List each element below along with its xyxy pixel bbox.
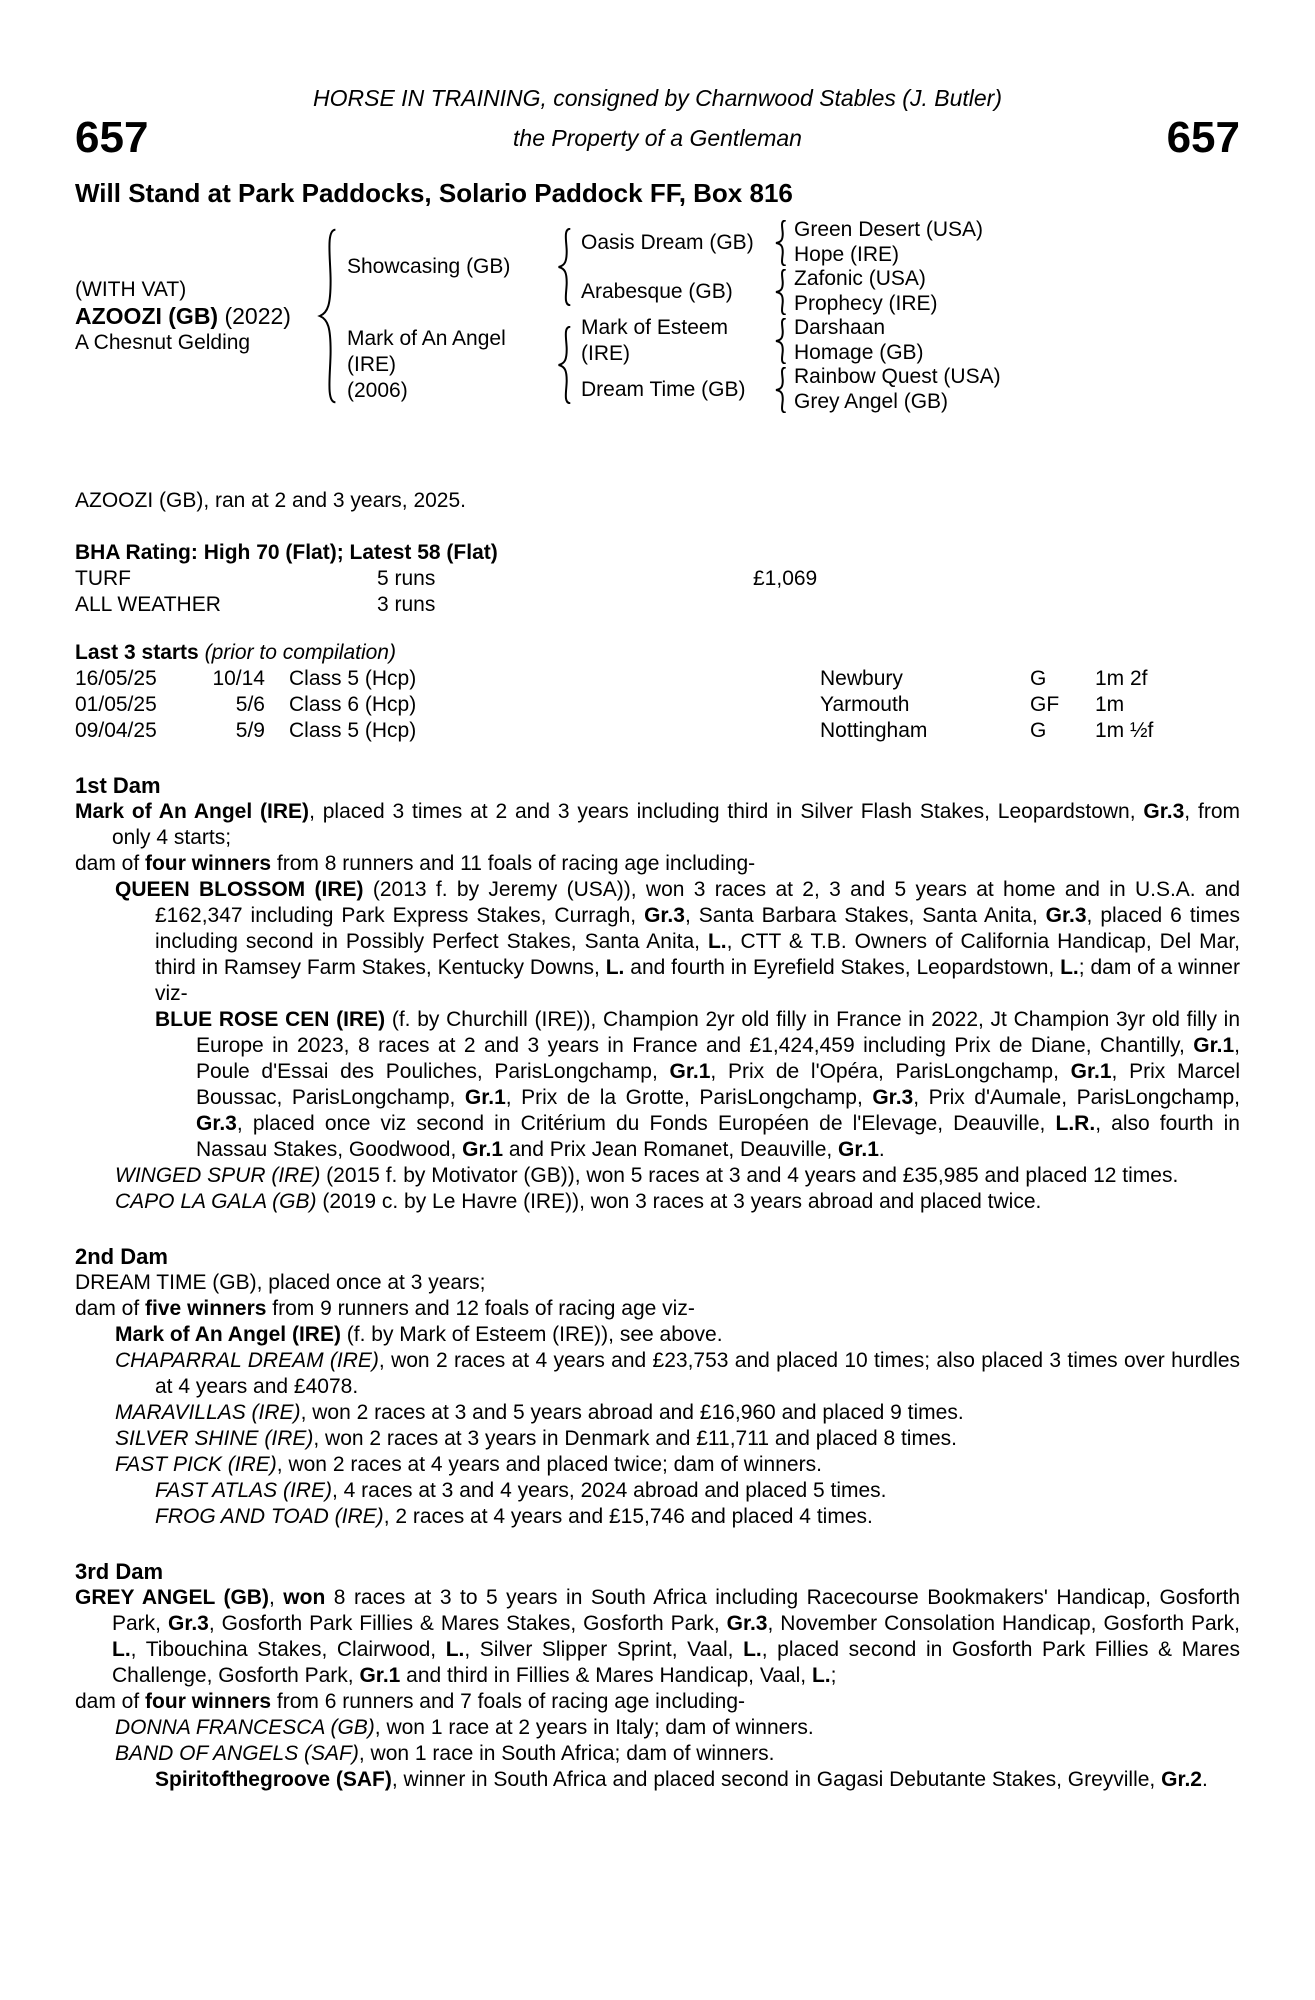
text-segment: , Santa Barbara Stakes, Santa Anita, [684, 904, 1046, 927]
granddam-row [573, 267, 983, 316]
lot-number-left: 657 [75, 113, 149, 162]
start-class: Class 5 (Hcp) [289, 719, 417, 742]
great-grandparents [788, 365, 1001, 414]
surface-label: TURF [75, 567, 131, 590]
earnings-value [753, 592, 1240, 618]
pedigree-paragraph [75, 1504, 1240, 1530]
race-summary: AZOOZI (GB), ran at 2 and 3 years, 2025. [75, 489, 467, 512]
dam-grandparents [573, 316, 1001, 414]
text-segment: , Prix de l'Opéra, ParisLongchamp, [710, 1060, 1071, 1083]
pedigree-paragraph [75, 1270, 1240, 1296]
text-segment: CAPO LA GALA (GB) [115, 1190, 317, 1213]
text-segment: QUEEN BLOSSOM (IRE) [115, 878, 364, 901]
text-segment: DREAM TIME (GB), placed once at 3 years; [75, 1271, 486, 1294]
start-position: 5/6 [235, 693, 265, 716]
start-course: Newbury [820, 667, 903, 690]
start-row [75, 692, 1240, 718]
grandparent-name: Oasis Dream (GB) [581, 230, 754, 254]
horse-year: (2022) [218, 302, 291, 329]
text-segment: , won 1 race in South Africa; dam of winners. [358, 1742, 775, 1765]
text-segment: , 4 races at 3 and 4 years, 2024 abroad and placed 5 times. [331, 1479, 887, 1502]
text-segment: , Prix Marcel Boussac, ParisLongchamp, [196, 1060, 1240, 1109]
text-segment: , Poule d'Essai des Pouliches, ParisLongchamp, [196, 1034, 1240, 1083]
great-grandparents [788, 218, 983, 267]
start-position: 5/9 [235, 719, 265, 742]
text-segment: , won 2 races at 4 years and £23,753 and placed 10 times; also placed 3 times over hurdles at 4 years and £4078. [155, 1349, 1240, 1398]
text-segment: and fourth in Eyrefield Stakes, Leopardstown, [624, 956, 1061, 979]
dam-year: (2006) [347, 379, 408, 402]
text-segment: Gr.1 [464, 1086, 506, 1109]
text-segment: CHAPARRAL DREAM (IRE) [115, 1349, 379, 1372]
text-segment: dam of [75, 1690, 146, 1713]
great-grandparent-name: Prophecy (IRE) [794, 291, 938, 315]
text-segment: dam of [75, 1297, 146, 1320]
text-segment: Gr.1 [462, 1138, 504, 1161]
dam-section-heading: 2nd Dam [75, 1244, 168, 1269]
text-segment: from 6 runners and 7 foals of racing age including- [271, 1690, 745, 1713]
text-segment: , Tibouchina Stakes, Clairwood, [130, 1638, 446, 1661]
great-grandparent-name: Grey Angel (GB) [794, 389, 949, 413]
text-segment: four winners [145, 852, 272, 875]
text-segment: four winners [145, 1690, 272, 1713]
text-segment: FAST ATLAS (IRE) [155, 1479, 332, 1502]
header-center [195, 78, 1120, 158]
start-date: 01/05/25 [75, 693, 157, 716]
text-segment: GREY ANGEL (GB) [75, 1586, 269, 1609]
surface-label: ALL WEATHER [75, 593, 221, 616]
text-segment: BLUE ROSE CEN (IRE) [155, 1008, 386, 1031]
pedigree-paragraph [75, 1296, 1240, 1322]
text-segment: , won 2 races at 4 years and placed twice; dam of winners. [276, 1453, 822, 1476]
text-segment: Gr.3 [167, 1612, 209, 1635]
surface-stats-row [75, 566, 1240, 592]
start-class: Class 5 (Hcp) [289, 667, 417, 690]
horse-name: AZOOZI (GB) [75, 302, 219, 329]
pedigree-table [75, 218, 1240, 414]
text-segment: , Prix de la Grotte, ParisLongchamp, [505, 1086, 873, 1109]
start-going: GF [1030, 693, 1060, 716]
great-grandparent-name: Homage (GB) [794, 340, 924, 364]
text-segment: Gr.1 [669, 1060, 711, 1083]
vat-note: (WITH VAT) [75, 277, 187, 301]
grandsire-row [573, 218, 983, 267]
start-row [75, 718, 1240, 744]
runs-value: 3 runs [377, 593, 436, 616]
text-segment: , Silver Slipper Sprint, Vaal, [464, 1638, 744, 1661]
text-segment: and third in Fillies & Mares Handicap, Vaal, [400, 1664, 812, 1687]
text-segment: Gr.2 [1161, 1768, 1202, 1791]
property-line: the Property of a Gentleman [513, 125, 802, 151]
text-segment: . [1201, 1768, 1208, 1791]
grandparent-name: Dream Time (GB) [581, 377, 746, 401]
text-segment: 8 races at 3 to 5 years in South Africa including Racecourse Bookmakers' Handicap, Gosforth Park, [112, 1586, 1240, 1635]
text-segment: , Gosforth Park Fillies & Mares Stakes, Gosforth Park, [208, 1612, 727, 1635]
start-date: 16/05/25 [75, 667, 157, 690]
pedigree-paragraph [75, 851, 1240, 877]
text-segment: Gr.3 [1143, 800, 1185, 823]
page-header [75, 78, 1240, 162]
text-segment: , won 2 races at 3 years in Denmark and £11,711 and placed 8 times. [313, 1427, 957, 1450]
horse-name-line [75, 303, 315, 330]
pedigree-paragraph [75, 1322, 1240, 1348]
text-segment: , placed 3 times at 2 and 3 years including third in Silver Flash Stakes, Leopardstown, [309, 800, 1144, 823]
sire-branch [339, 218, 1240, 316]
text-segment: (f. by Churchill (IRE)), Champion 2yr old filly in France in 2022, Jt Champion 3yr old filly in Europe in 2023, 8 races at 2 and 3 years in France and £1,424,459 including Prix de Diane, Chantilly, [196, 1008, 1240, 1057]
text-segment: L. [1060, 956, 1079, 979]
sire-name: Showcasing (GB) [347, 255, 511, 278]
dam-cell [339, 316, 555, 414]
text-segment: ; [830, 1664, 837, 1687]
bha-rating: BHA Rating: High 70 (Flat); Latest 58 (Flat) [75, 541, 498, 564]
pedigree-paragraph [75, 1400, 1240, 1426]
text-segment: SILVER SHINE (IRE) [115, 1427, 314, 1450]
last-starts-heading [75, 640, 1240, 666]
text-segment: FROG AND TOAD (IRE) [155, 1505, 384, 1528]
text-segment: , Prix d'Aumale, ParisLongchamp, [913, 1086, 1240, 1109]
pedigree-brace [773, 318, 788, 364]
stand-location-line: Will Stand at Park Paddocks, Solario Paddock FF, Box 816 [75, 178, 793, 208]
text-segment: FAST PICK (IRE) [115, 1453, 277, 1476]
text-segment: Gr.3 [872, 1086, 914, 1109]
pedigree-brace [773, 220, 788, 266]
text-segment: , winner in South Africa and placed second in Gagasi Debutante Stakes, Greyville, [391, 1768, 1162, 1791]
text-segment: Mark of An Angel (IRE) [115, 1323, 341, 1346]
text-segment: five winners [145, 1297, 267, 1320]
start-course: Yarmouth [820, 693, 910, 716]
text-segment: , 2 races at 4 years and £15,746 and placed 4 times. [383, 1505, 873, 1528]
text-segment: L. [112, 1638, 131, 1661]
text-segment: (2013 f. by Jeremy (USA)), won 3 races at 2, 3 and 5 years at home and in U.S.A. and £162,347 including Park Express Stakes, Curragh, [155, 878, 1241, 927]
pedigree-paragraph [75, 1715, 1240, 1741]
grandsire-row [573, 316, 1001, 365]
start-date: 09/04/25 [75, 719, 157, 742]
horse-description: A Chesnut Gelding [75, 330, 251, 354]
pedigree-paragraph [75, 1585, 1240, 1689]
granddam-row [573, 365, 1001, 414]
great-grandparents [788, 267, 938, 316]
sire-cell [339, 218, 555, 316]
text-segment: L. [811, 1664, 831, 1687]
pedigree-generations [339, 218, 1240, 414]
start-class: Class 6 (Hcp) [289, 693, 417, 716]
text-segment: , from only 4 starts; [112, 800, 1240, 849]
great-grandparent-name: Hope (IRE) [794, 242, 900, 266]
text-segment: (2015 f. by Motivator (GB)), won 5 races at 3 and 4 years and £35,985 and placed 12 times. [320, 1164, 1179, 1187]
pedigree-brace [773, 367, 788, 413]
pedigree-paragraph [75, 799, 1240, 851]
dam-name: Mark of An Angel (IRE) [347, 327, 506, 376]
text-segment: Gr.1 [1070, 1060, 1112, 1083]
pedigree-paragraph [75, 1007, 1240, 1163]
consignor-line: HORSE IN TRAINING, consigned by Charnwood Stables (J. Butler) [313, 85, 1002, 111]
text-segment: , placed second in Gosforth Park Fillies & Mares Challenge, Gosforth Park, [112, 1638, 1240, 1687]
last-starts-title: Last 3 starts [75, 641, 199, 664]
text-segment: , also fourth in Nassau Stakes, Goodwood, [196, 1112, 1240, 1161]
text-segment: L.R. [1055, 1112, 1096, 1135]
sire-grandparents [573, 218, 983, 316]
text-segment: MARAVILLAS (IRE) [115, 1401, 301, 1424]
runs-value: 5 runs [377, 567, 436, 590]
surface-stats-row [75, 592, 1240, 618]
text-segment: Gr.3 [726, 1612, 768, 1635]
pedigree-sections [75, 772, 1240, 1793]
text-segment: . [878, 1138, 885, 1161]
text-segment: Gr.3 [644, 904, 685, 927]
great-grandparent-name: Rainbow Quest (USA) [794, 365, 1001, 389]
start-going: G [1030, 719, 1047, 742]
text-segment: , placed 6 times including second in Possibly Perfect Stakes, Santa Anita, [155, 904, 1241, 953]
pedigree-paragraph [75, 1426, 1240, 1452]
text-segment: L. [707, 930, 727, 953]
horse-info [75, 218, 315, 414]
text-segment: Gr.3 [196, 1112, 237, 1135]
text-segment: WINGED SPUR (IRE) [115, 1164, 321, 1187]
text-segment: Gr.1 [838, 1138, 879, 1161]
lot-number-right: 657 [1166, 113, 1240, 162]
last-starts-note: (prior to compilation) [204, 641, 396, 664]
pedigree-paragraph [75, 1348, 1240, 1400]
start-row [75, 666, 1240, 692]
text-segment: BAND OF ANGELS (SAF) [115, 1742, 359, 1765]
great-grandparents [788, 316, 924, 365]
text-segment: and Prix Jean Romanet, Deauville, [503, 1138, 839, 1161]
text-segment: dam of [75, 852, 146, 875]
pedigree-paragraph [75, 1452, 1240, 1478]
dam-section-heading: 1st Dam [75, 773, 161, 798]
text-segment: Gr.3 [1045, 904, 1087, 927]
pedigree-paragraph [75, 1163, 1240, 1189]
start-position: 10/14 [212, 667, 265, 690]
great-grandparent-name: Darshaan [794, 316, 886, 340]
text-segment: Gr.1 [1193, 1034, 1235, 1057]
text-segment: from 9 runners and 12 foals of racing age viz- [266, 1297, 695, 1320]
pedigree-paragraph [75, 1478, 1240, 1504]
start-distance: 1m 2f [1095, 667, 1148, 690]
text-segment: Gr.1 [359, 1664, 401, 1687]
pedigree-brace [555, 326, 573, 404]
text-segment: from 8 runners and 11 foals of racing age including- [271, 852, 756, 875]
text-segment: , [268, 1586, 284, 1609]
text-segment: L. [605, 956, 625, 979]
pedigree-paragraph [75, 1189, 1240, 1215]
text-segment: , CTT & T.B. Owners of California Handicap, Del Mar, third in Ramsey Farm Stakes, Kentucky Downs, [155, 930, 1241, 979]
text-segment: , won 2 races at 3 and 5 years abroad and £16,960 and placed 9 times. [300, 1401, 964, 1424]
pedigree-brace [773, 269, 788, 315]
text-segment: (f. by Mark of Esteem (IRE)), see above. [340, 1323, 723, 1346]
grandparent-name: Arabesque (GB) [581, 279, 733, 303]
text-segment: ; dam of a winner viz- [155, 956, 1240, 1005]
text-segment: , placed once viz second in Critérium du Fonds Européen de l'Elevage, Deauville, [236, 1112, 1056, 1135]
start-going: G [1030, 667, 1047, 690]
text-segment: L. [743, 1638, 762, 1661]
grandparent-name: Mark of Esteem (IRE) [581, 315, 729, 365]
text-segment: (2019 c. by Le Havre (IRE)), won 3 races at 3 years abroad and placed twice. [316, 1190, 1042, 1213]
pedigree-paragraph [75, 1689, 1240, 1715]
start-distance: 1m [1095, 693, 1125, 716]
pedigree-brace [315, 228, 339, 404]
text-segment: won [283, 1586, 326, 1609]
pedigree-paragraph [75, 877, 1240, 1007]
earnings-value: £1,069 [753, 567, 818, 590]
pedigree-paragraph [75, 1767, 1240, 1793]
start-distance: 1m ½f [1095, 719, 1154, 742]
text-segment: DONNA FRANCESCA (GB) [115, 1716, 375, 1739]
start-course: Nottingham [820, 719, 928, 742]
great-grandparent-name: Green Desert (USA) [794, 218, 984, 242]
text-segment: Mark of An Angel (IRE) [75, 800, 310, 823]
text-segment: , November Consolation Handicap, Gosforth Park, [767, 1612, 1240, 1635]
great-grandparent-name: Zafonic (USA) [794, 267, 926, 291]
text-segment: L. [445, 1638, 465, 1661]
text-segment: Spiritofthegroove (SAF) [155, 1768, 392, 1791]
pedigree-paragraph [75, 1741, 1240, 1767]
dam-section-heading: 3rd Dam [75, 1559, 164, 1584]
pedigree-brace [555, 228, 573, 306]
text-segment: , won 1 race at 2 years in Italy; dam of winners. [374, 1716, 814, 1739]
dam-branch [339, 316, 1240, 414]
